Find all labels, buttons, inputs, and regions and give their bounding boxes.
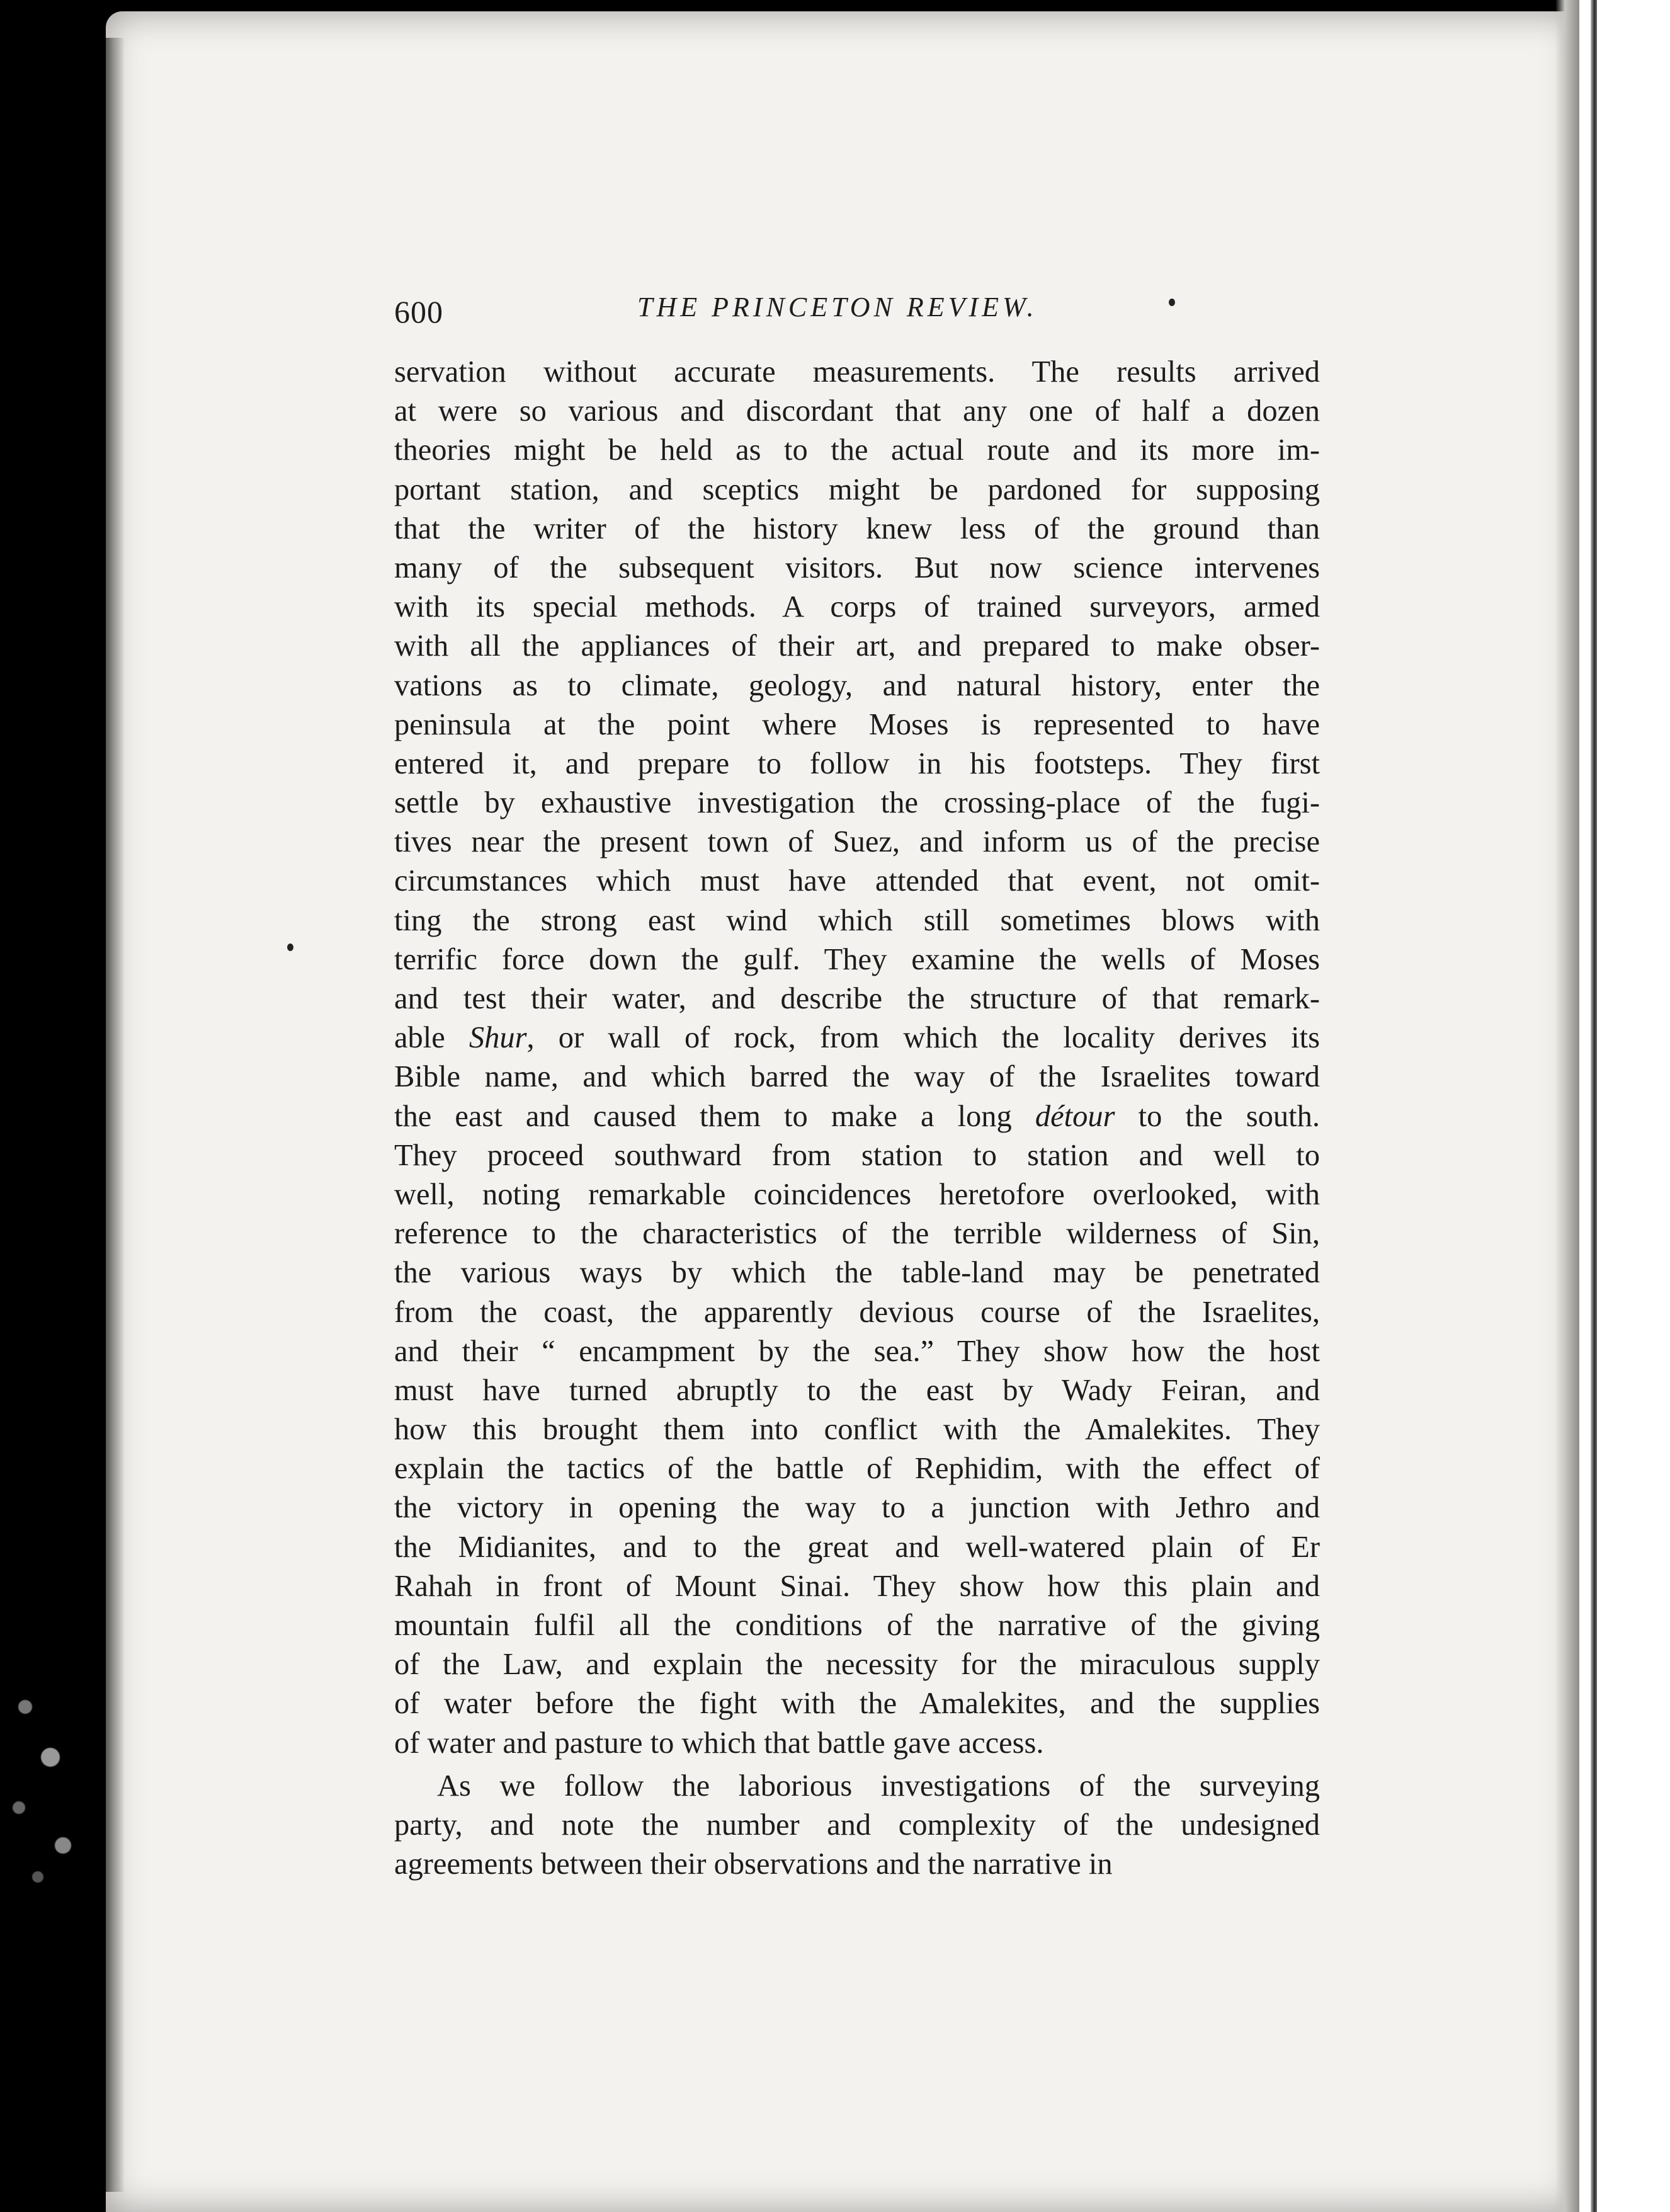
text-line: As we follow the laborious investigations of the surveying <box>437 1769 1320 1803</box>
text-line: entered it, and prepare to follow in his footsteps. They first <box>394 746 1320 780</box>
text-line: portant station, and sceptics might be pardoned for supposing <box>394 472 1320 506</box>
page-gutter-shadow <box>106 38 125 2192</box>
text-line: theories might be held as to the actual route and its more im- <box>394 433 1320 467</box>
text-line: Bible name, and which barred the way of the Israelites toward <box>394 1060 1320 1094</box>
page-header <box>394 282 1320 339</box>
text-line: servation without accurate measurements. The results arrived <box>394 355 1320 389</box>
text-line: able Shur, or wall of rock, from which the locality derives its <box>394 1021 1320 1055</box>
body-text <box>394 353 1320 1884</box>
text-line: that the writer of the history knew less of the ground than <box>394 511 1320 545</box>
text-line: how this brought them into conflict with the Amalekites. They <box>394 1413 1320 1447</box>
scan-debris <box>0 1669 94 1908</box>
text-line: of water before the fight with the Amalekites, and the supplies <box>394 1687 1320 1721</box>
text-line: at were so various and discordant that any one of half a dozen <box>394 394 1320 428</box>
text-line: Rahah in front of Mount Sinai. They show how this plain and <box>394 1569 1320 1603</box>
text-line: ting the strong east wind which still sometimes blows with <box>394 903 1320 937</box>
text-line: vations as to climate, geology, and natural history, enter the <box>394 668 1320 702</box>
text-line: many of the subsequent visitors. But now science intervenes <box>394 550 1320 584</box>
text-line: They proceed southward from station to station and well to <box>394 1138 1320 1172</box>
text-line: terrific force down the gulf. They examine the wells of Moses <box>394 942 1320 976</box>
text-line: well, noting remarkable coincidences heretofore overlooked, with <box>394 1177 1320 1211</box>
text-line: of the Law, and explain the necessity for the miraculous supply <box>394 1648 1320 1682</box>
page-number: 600 <box>394 294 443 329</box>
running-head: THE PRINCETON REVIEW. <box>637 292 1038 322</box>
text-line: the east and caused them to make a long détour to the south. <box>394 1099 1320 1133</box>
text-line: peninsula at the point where Moses is represented to have <box>394 707 1320 741</box>
text-line: with its special methods. A corps of trained surveyors, armed <box>394 590 1320 624</box>
text-line: from the coast, the apparently devious course of the Israelites, <box>394 1295 1320 1329</box>
text-line: and their “ encampment by the sea.” They show how the host <box>394 1334 1320 1368</box>
scan-border-line <box>1591 0 1597 2212</box>
text-line: explain the tactics of the battle of Rephidim, with the effect of <box>394 1452 1320 1486</box>
text-line: tives near the present town of Suez, and inform us of the precise <box>394 825 1320 859</box>
text-line: the victory in opening the way to a junction with Jethro and <box>394 1491 1320 1525</box>
text-line: settle by exhaustive investigation the crossing-place of the fugi- <box>394 786 1320 820</box>
text-line: the Midianites, and to the great and well-watered plain of Er <box>394 1530 1320 1564</box>
text-line: circumstances which must have attended that event, not omit- <box>394 864 1320 898</box>
text-line: mountain fulfil all the conditions of the narrative of the giving <box>394 1609 1320 1642</box>
ink-speck <box>287 944 293 951</box>
text-line: must have turned abruptly to the east by Wady Feiran, and <box>394 1373 1320 1407</box>
text-line: agreements between their observations and the narrative in <box>394 1847 1113 1881</box>
text-line: and test their water, and describe the structure of that remark- <box>394 982 1320 1015</box>
text-line: reference to the characteristics of the terrible wilderness of Sin, <box>394 1217 1320 1251</box>
text-line: the various ways by which the table-land may be penetrated <box>394 1256 1320 1290</box>
text-line: of water and pasture to which that battle gave access. <box>394 1726 1044 1760</box>
page-edge-shadow <box>1555 0 1579 2212</box>
text-line: with all the appliances of their art, and prepared to make obser- <box>394 629 1320 663</box>
text-line: party, and note the number and complexity of the undesigned <box>394 1808 1320 1842</box>
scan-border-right <box>1579 0 1670 2212</box>
